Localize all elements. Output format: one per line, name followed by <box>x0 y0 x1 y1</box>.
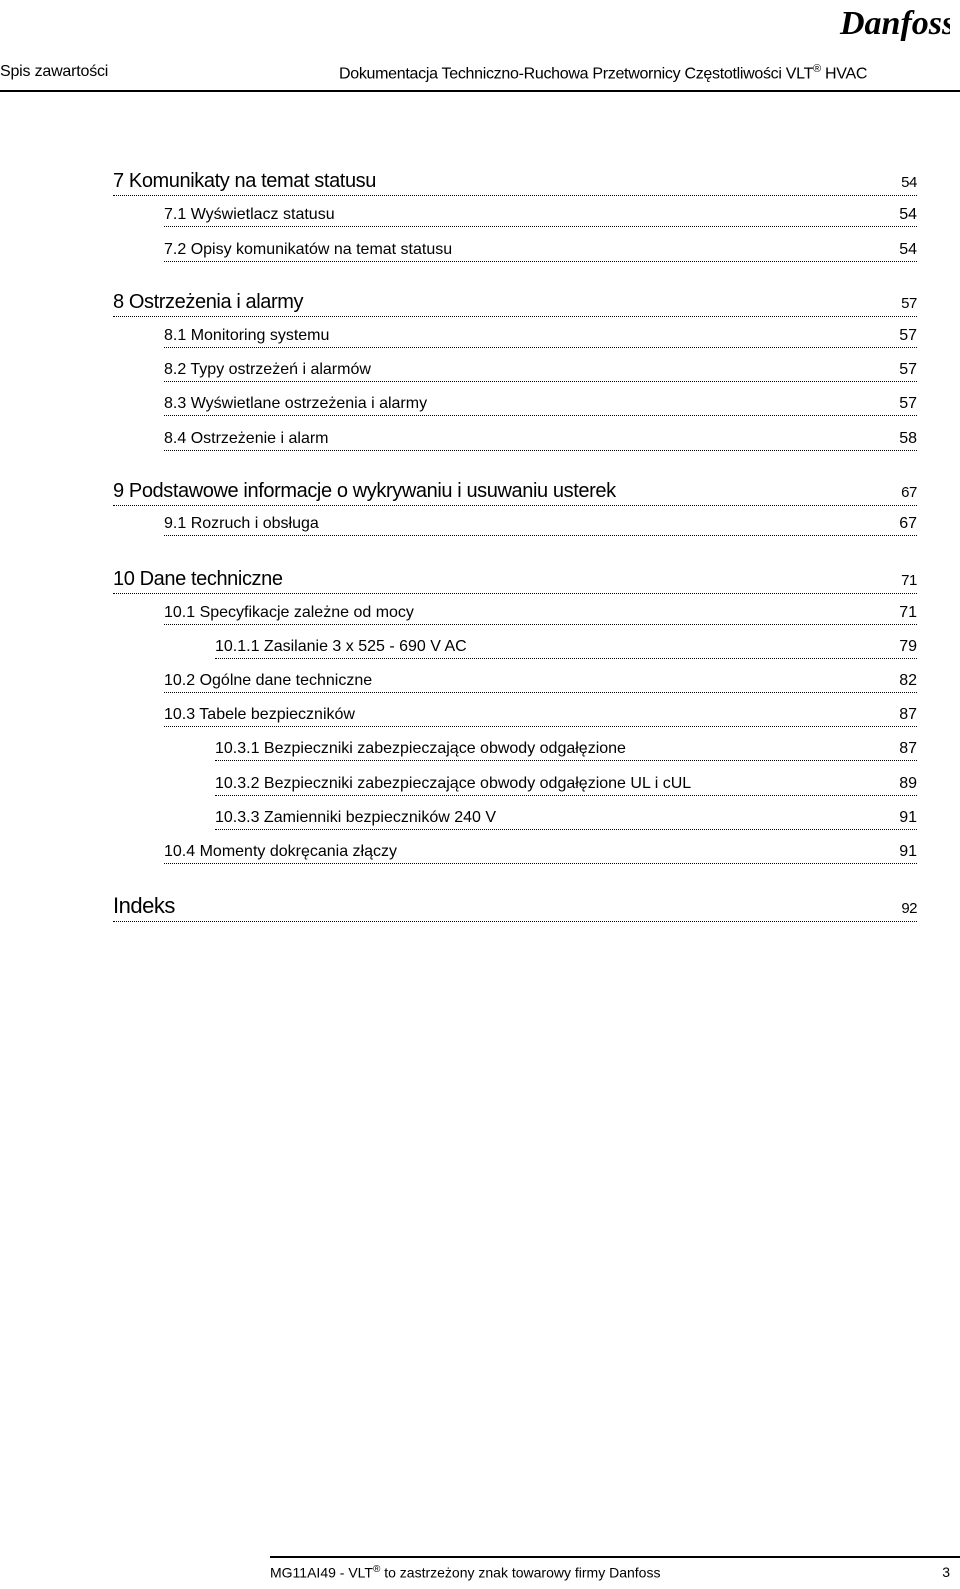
toc-entry-text: 8.2 Typy ostrzeżeń i alarmów <box>164 361 371 378</box>
toc-entry-text: 10.4 Momenty dokręcania złączy <box>164 843 397 860</box>
toc-page-number: 91 <box>899 809 917 826</box>
toc-entry-text: 8.4 Ostrzeżenie i alarm <box>164 430 329 447</box>
page-number: 3 <box>942 1564 950 1580</box>
toc-section-8-3[interactable] <box>164 395 917 416</box>
toc-entry-text: Indeks <box>113 893 175 918</box>
toc-section-7-1[interactable] <box>164 206 917 227</box>
footer-document-info <box>270 1564 660 1581</box>
toc-page-number: 54 <box>899 206 917 223</box>
toc-chapter-9[interactable] <box>113 480 917 506</box>
toc-entry-text: 9.1 Rozruch i obsługa <box>164 515 319 532</box>
toc-entry-text: 7.2 Opisy komunikatów na temat statusu <box>164 241 453 258</box>
toc-subsection-10-1-1[interactable] <box>215 638 917 659</box>
toc-entry-text: 10.2 Ogólne dane techniczne <box>164 672 373 689</box>
toc-entry-text: 10.3.2 Bezpieczniki zabezpieczające obwody odgałęzione UL i cUL <box>215 775 692 792</box>
toc-page-number: 71 <box>899 604 917 621</box>
toc-page-number: 67 <box>901 484 917 501</box>
toc-page-number: 82 <box>899 672 917 689</box>
toc-subsection-10-3-1[interactable] <box>215 740 917 761</box>
toc-entry-text: 8.1 Monitoring systemu <box>164 327 330 344</box>
danfoss-logo <box>838 4 950 49</box>
toc-page-number: 57 <box>899 327 917 344</box>
toc-page-number: 57 <box>899 395 917 412</box>
toc-chapter-8[interactable] <box>113 291 917 317</box>
toc-section-10-4[interactable] <box>164 843 917 864</box>
toc-entry-text: 7 Komunikaty na temat statusu <box>113 170 376 192</box>
toc-page-number: 89 <box>899 775 917 792</box>
toc-page-number: 57 <box>901 295 917 312</box>
toc-entry-text: 10.3 Tabele bezpieczników <box>164 706 355 723</box>
header-rule <box>0 90 960 92</box>
toc-entry-text: 8.3 Wyświetlane ostrzeżenia i alarmy <box>164 395 428 412</box>
toc-page-number: 58 <box>899 430 917 447</box>
toc-entry-text: 8 Ostrzeżenia i alarmy <box>113 291 304 313</box>
toc-chapter-7[interactable] <box>113 170 917 196</box>
brand-logo-text: Danfoss <box>840 5 950 42</box>
toc-section-10-3[interactable] <box>164 706 917 727</box>
toc-entry-text: 10 Dane techniczne <box>113 568 283 590</box>
registered-mark: ® <box>813 63 821 75</box>
toc-page-number: 87 <box>899 706 917 723</box>
toc-page-number: 54 <box>901 174 917 191</box>
toc-section-10-2[interactable] <box>164 672 917 693</box>
title-suffix: HVAC <box>820 65 868 83</box>
toc-section-9-1[interactable] <box>164 515 917 536</box>
toc-chapter-10[interactable] <box>113 568 917 594</box>
toc-page-number: 54 <box>899 241 917 258</box>
toc-index[interactable] <box>113 893 917 922</box>
toc-section-8-1[interactable] <box>164 327 917 348</box>
toc-page-number: 79 <box>899 638 917 655</box>
toc-page-number: 92 <box>901 900 917 917</box>
document-title <box>339 63 867 83</box>
toc-page-number: 87 <box>899 740 917 757</box>
footer-rule <box>270 1556 960 1558</box>
toc-entry-text: 9 Podstawowe informacje o wykrywaniu i usuwaniu usterek <box>113 480 616 502</box>
toc-subsection-10-3-3[interactable] <box>215 809 917 830</box>
toc-subsection-10-3-2[interactable] <box>215 775 917 796</box>
toc-page-number: 71 <box>901 572 917 589</box>
toc-entry-text: 10.1 Specyfikacje zależne od mocy <box>164 604 414 621</box>
title-text: Dokumentacja Techniczno-Ruchowa Przetwornicy Częstotliwości VLT <box>339 65 814 83</box>
footer-doc-prefix: MG11AI49 - VLT <box>270 1564 373 1581</box>
footer-doc-suffix: to zastrzeżony znak towarowy firmy Danfoss <box>380 1564 661 1581</box>
toc-section-8-4[interactable] <box>164 430 917 451</box>
toc-page-number: 67 <box>899 515 917 532</box>
toc-page-number: 91 <box>899 843 917 860</box>
section-label: Spis zawartości <box>0 63 109 80</box>
toc-section-8-2[interactable] <box>164 361 917 382</box>
toc-page-number: 57 <box>899 361 917 378</box>
footer-registered-mark: ® <box>372 1564 381 1575</box>
toc-section-7-2[interactable] <box>164 241 917 262</box>
toc-entry-text: 10.1.1 Zasilanie 3 x 525 - 690 V AC <box>215 638 467 655</box>
toc-section-10-1[interactable] <box>164 604 917 625</box>
toc-entry-text: 10.3.1 Bezpieczniki zabezpieczające obwody odgałęzione <box>215 740 626 757</box>
toc-entry-text: 7.1 Wyświetlacz statusu <box>164 206 335 223</box>
toc-entry-text: 10.3.3 Zamienniki bezpieczników 240 V <box>215 809 497 826</box>
